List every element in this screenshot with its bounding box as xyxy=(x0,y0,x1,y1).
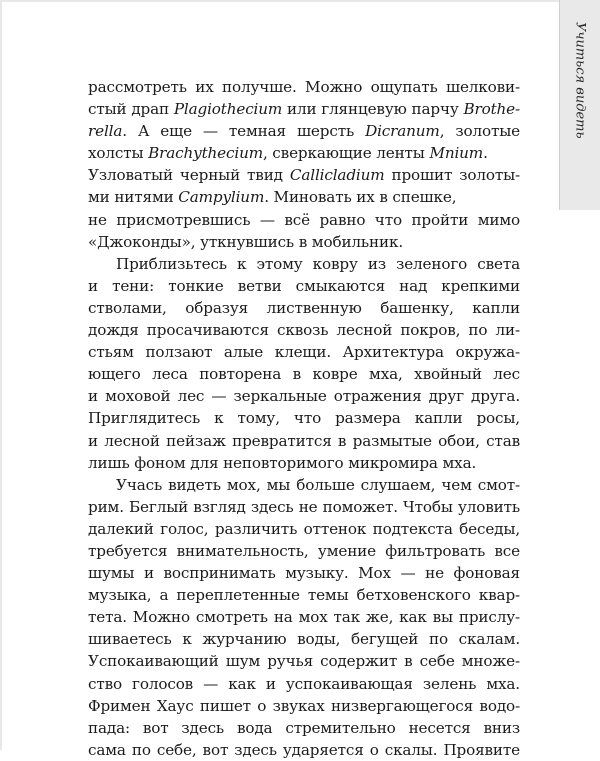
text-segment: Узловатый черный твид xyxy=(88,166,290,185)
text-segment: рим. Беглый взгляд здесь не поможет. Чтобы уловить xyxy=(88,497,520,516)
text-line xyxy=(88,474,520,496)
text-segment: стьям ползают алые клещи. Архитектура окружа- xyxy=(88,343,520,362)
text-segment: Фримен Хаус пишет о звуках низвергающегося водо- xyxy=(88,696,520,715)
text-segment: дождя просачиваются сквозь лесной покров, по ли- xyxy=(88,321,520,340)
text-segment: и моховой лес — зеркальные отражения друг друга. xyxy=(88,387,520,406)
text-segment: . xyxy=(483,144,488,163)
text-segment: . Миновать их в спешке, xyxy=(264,188,457,207)
text-line xyxy=(88,142,520,164)
body-text xyxy=(88,76,520,761)
text-line xyxy=(88,452,520,474)
latin-term: Brothe- xyxy=(463,100,520,119)
text-line xyxy=(88,253,520,275)
text-line xyxy=(88,673,520,695)
text-line xyxy=(88,231,520,253)
text-segment: , сверкающие ленты xyxy=(262,144,430,163)
text-line xyxy=(88,363,520,385)
text-line xyxy=(88,540,520,562)
text-line xyxy=(88,164,520,186)
text-line xyxy=(88,209,520,231)
text-line xyxy=(88,120,520,142)
text-line xyxy=(88,341,520,363)
text-segment: лишь фоном для неповторимого микромира мха. xyxy=(88,453,477,472)
chapter-title: Учиться видеть xyxy=(572,22,588,139)
latin-term: Campylium xyxy=(178,188,265,207)
text-line xyxy=(88,319,520,341)
text-segment: стый драп xyxy=(88,100,174,119)
text-segment: ми нитями xyxy=(88,188,179,207)
text-line xyxy=(88,717,520,739)
text-line xyxy=(88,496,520,518)
text-segment: не присмотревшись — всё равно что пройти мимо xyxy=(88,210,520,229)
text-segment: ющего леса повторена в ковре мха, хвойный лес xyxy=(88,365,520,384)
text-line xyxy=(88,606,520,628)
running-header-tab xyxy=(559,0,600,210)
text-line xyxy=(88,186,520,208)
text-line xyxy=(88,407,520,429)
text-segment: . А еще — темная шерсть xyxy=(122,122,366,141)
text-line xyxy=(88,650,520,672)
text-segment: Успокаивающий шум ручья содержит в себе множе- xyxy=(88,652,520,671)
text-segment: , золотые xyxy=(439,122,520,141)
text-segment: Учась видеть мох, мы больше слушаем, чем смот- xyxy=(116,475,520,494)
text-line xyxy=(88,628,520,650)
text-line xyxy=(88,98,520,120)
text-line xyxy=(88,385,520,407)
scan-edge-top xyxy=(0,0,600,2)
text-line xyxy=(88,562,520,584)
text-line xyxy=(88,76,520,98)
latin-term: Dicranum xyxy=(365,122,440,141)
text-segment: стволами, образуя лиственную башенку, капли xyxy=(88,298,520,317)
text-segment: пада: вот здесь вода стремительно несется вниз xyxy=(88,718,520,737)
latin-term: Brachythecium xyxy=(148,144,263,163)
text-segment: и тени: тонкие ветви смыкаются над крепкими xyxy=(88,276,520,295)
text-line xyxy=(88,275,520,297)
text-segment: ство голосов — как и успокаивающая зелень мха. xyxy=(88,674,520,693)
text-segment: «Джоконды», уткнувшись в мобильник. xyxy=(88,232,404,251)
text-segment: Приглядитесь к тому, что размера капли росы, xyxy=(88,409,520,428)
text-segment: холсты xyxy=(88,144,149,163)
latin-term: Plagiothecium xyxy=(173,100,283,119)
text-segment: или глянцевую парчу xyxy=(282,100,464,119)
text-line xyxy=(88,518,520,540)
text-segment: Приблизьтесь к этому ковру из зеленого света xyxy=(116,254,520,273)
text-line xyxy=(88,584,520,606)
text-line xyxy=(88,695,520,717)
latin-term: Callicladium xyxy=(289,166,385,185)
text-segment: шумы и воспринимать музыку. Мох — не фоновая xyxy=(88,564,520,583)
scan-edge-left xyxy=(0,0,2,750)
text-segment: и лесной пейзаж превратится в размытые обои, став xyxy=(88,431,520,450)
text-line xyxy=(88,430,520,452)
text-segment: прошит золоты- xyxy=(384,166,520,185)
text-segment: далекий голос, различить оттенок подтекста беседы, xyxy=(88,519,520,538)
text-segment: рассмотреть их получше. Можно ощупать шелкови- xyxy=(88,78,520,96)
text-segment: сама по себе, вот здесь ударяется о скалы. Проявите xyxy=(88,740,520,759)
latin-term: rella xyxy=(88,122,123,141)
text-segment: тета. Можно смотреть на мох так же, как вы прислу- xyxy=(88,608,520,627)
text-segment: шиваетесь к журчанию воды, бегущей по скалам. xyxy=(88,630,520,649)
text-line xyxy=(88,297,520,319)
text-segment: музыка, а переплетенные темы бетховенского квар- xyxy=(88,586,520,605)
text-segment: требуется внимательность, умение фильтровать все xyxy=(88,541,520,560)
latin-term: Mnium xyxy=(429,144,484,163)
